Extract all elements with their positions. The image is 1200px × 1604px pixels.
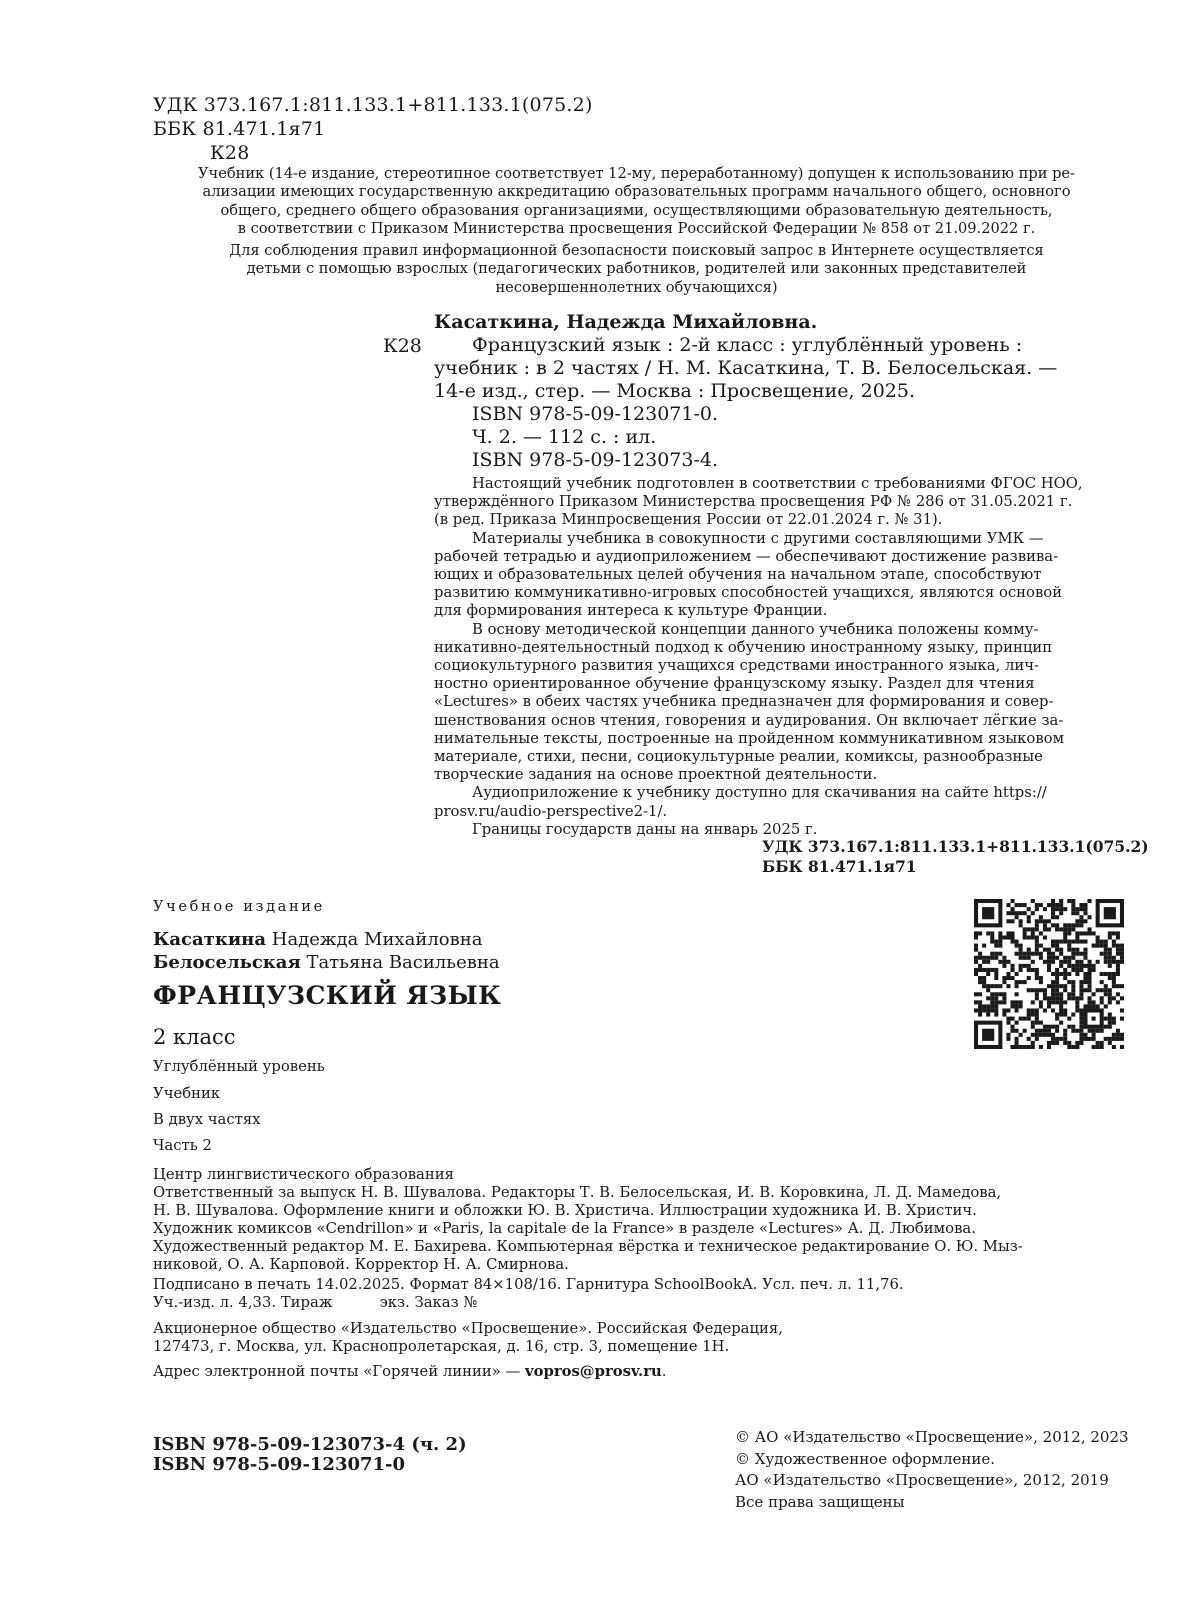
- annotation-line: развитию коммуникативно-игровых способностей учащихся, являются основой: [434, 584, 1063, 602]
- isbn-line: ISBN 978-5-09-123071-0: [153, 1454, 406, 1475]
- notice-line: общего, среднего общего образования организациями, осуществляющими образовательную деятельность,: [220, 201, 1053, 219]
- annotation-line: ющих и образовательных целей обучения на начальном этапе, способствуют: [434, 566, 1042, 584]
- publisher-line: Акционерное общество «Издательство «Просвещение». Российская Федерация,: [153, 1320, 783, 1337]
- credits-line: никовой, О. А. Карповой. Корректор Н. А. Смирнова.: [153, 1256, 569, 1273]
- annotation-line: (в ред. Приказа Минпросвещения России от 22.01.2024 г. № 31).: [434, 511, 943, 529]
- copyright-line: © Художественное оформление.: [735, 1449, 996, 1468]
- author-1-name: Надежда Михайловна: [271, 929, 483, 950]
- publisher-line: 127473, г. Москва, ул. Краснопролетарская, д. 16, стр. 3, помещение 1Н.: [153, 1338, 730, 1355]
- annotation-line: Настоящий учебник подготовлен в соответствии с требованиями ФГОС НОО,: [472, 475, 1083, 492]
- notice-line: детьми с помощью взрослых (педагогических работников, родителей или законных представителей: [246, 260, 1027, 278]
- annotation-line: Материалы учебника в совокупности с другими составляющими УМК —: [472, 529, 1044, 547]
- annotation-line: Границы государств даны на январь 2025 г.: [472, 820, 818, 838]
- book-kind: Учебник: [153, 1085, 221, 1102]
- print-info: [153, 1276, 904, 1312]
- card-udk: УДК 373.167.1:811.133.1+811.133.1(075.2): [762, 837, 1149, 856]
- author-2: [153, 952, 500, 973]
- annotation-line: В основу методической концепции данного учебника положены комму-: [472, 620, 1039, 638]
- credits-line: Ответственный за выпуск Н. В. Шувалова. Редакторы Т. В. Белосельская, И. В. Коровкина, Л. Д. Мамедова,: [153, 1184, 1002, 1201]
- publisher: [153, 1320, 783, 1356]
- annotation-line: никативно-деятельностный подход к обучению иностранному языку, принцип: [434, 638, 1053, 656]
- credits-line: Н. В. Шувалова. Оформление книги и обложки Ю. В. Христича. Иллюстрации художника И. В. Христич.: [153, 1202, 977, 1219]
- card-bbk: ББК 81.471.1я71: [762, 857, 917, 876]
- catalog-line: учебник : в 2 частях / Н. М. Касаткина, Т. В. Белосельская. —: [434, 357, 1058, 379]
- author-2-surname: Белосельская: [153, 952, 301, 973]
- notice-line: несовершеннолетних обучающихся): [495, 278, 778, 296]
- parts-count: В двух частях: [153, 1111, 261, 1128]
- print-line: Подписано в печать 14.02.2025. Формат 84×108/16. Гарнитура SchoolBookA. Усл. печ. л. 11,76.: [153, 1276, 904, 1293]
- credits: [153, 1166, 1023, 1274]
- safety-notice: [153, 242, 1120, 297]
- author-1-surname: Касаткина: [153, 929, 267, 950]
- notice-line: ализации имеющих государственную аккредитацию образовательных программ начального общего, основного: [202, 183, 1071, 201]
- edition-type: Учебное издание: [153, 898, 325, 915]
- isbn-bottom: [153, 1435, 467, 1475]
- catalog-card: [434, 311, 1121, 472]
- credits-line: Центр лингвистического образования: [153, 1166, 454, 1183]
- email-link[interactable]: vopros@prosv.ru: [525, 1363, 662, 1380]
- credits-line: Художник комиксов «Cendrillon» и «Paris, la capitale de la France» в разделе «Lectures» А. Д. Любимова.: [153, 1220, 976, 1237]
- annotation-line: «Lectures» в обеих частях учебника предназначен для формирования и совер-: [434, 693, 1054, 711]
- catalog-line: Французский язык : 2-й класс : углублённый уровень :: [472, 334, 1023, 356]
- annotation-line: социокультурного развития учащихся средствами иностранного языка, лич-: [434, 657, 1040, 675]
- part-number: Часть 2: [153, 1137, 212, 1154]
- author-sign: К28: [210, 142, 250, 164]
- catalog-line: 14-е изд., стер. — Москва : Просвещение, 2025.: [434, 380, 916, 402]
- annotation: [434, 475, 1121, 839]
- annotation-line: творческие задания на основе проектной деятельности.: [434, 766, 878, 784]
- copyright-line: АО «Издательство «Просвещение», 2012, 2019: [735, 1471, 1109, 1489]
- level: Углублённый уровень: [153, 1058, 325, 1075]
- copyright-line: Все права защищены: [735, 1492, 905, 1511]
- bbk-code: ББК 81.471.1я71: [153, 118, 326, 140]
- notice-line: в соответствии с Приказом Министерства просвещения Российской Федерации № 858 от 21.09.2022 г.: [237, 220, 1036, 238]
- annotation-line: нимательные тексты, построенные на пройденном коммуникативном языковом: [434, 729, 1065, 747]
- catalog-heading: Касаткина, Надежда Михайловна.: [434, 311, 818, 333]
- annotation-line: шенствования основ чтения, говорения и аудирования. Он включает лёгкие за-: [434, 711, 1064, 729]
- copyright: [735, 1427, 1129, 1513]
- annotation-line: для формирования интереса к культуре Франции.: [434, 602, 828, 620]
- annotation-line: prosv.ru/audio-perspective2-1/.: [434, 802, 668, 820]
- book-title: ФРАНЦУЗСКИЙ ЯЗЫК: [153, 981, 502, 1010]
- catalog-isbn: ISBN 978-5-09-123073-4.: [472, 449, 719, 471]
- approval-notice: [153, 165, 1120, 239]
- qr-code-icon: [974, 899, 1124, 1049]
- credits-line: Художественный редактор М. Е. Бахирева. Компьютерная вёрстка и техническое редактирование О. Ю. Мыз-: [153, 1238, 1023, 1255]
- annotation-line: рабочей тетрадью и аудиоприложением — обеспечивают достижение развива-: [434, 547, 1059, 565]
- notice-line: Учебник (14-е издание, стереотипное соответствует 12-му, переработанному) допущен к использованию при ре-: [198, 165, 1075, 182]
- udk-code: УДК 373.167.1:811.133.1+811.133.1(075.2): [153, 94, 593, 116]
- annotation-line: утверждённого Приказом Министерства просвещения РФ № 286 от 31.05.2021 г.: [434, 493, 1073, 511]
- copyright-line: © АО «Издательство «Просвещение», 2012, 2023: [735, 1428, 1129, 1446]
- annotation-line: ностно ориентированное обучение французскому языку. Раздел для чтения: [434, 675, 1035, 693]
- author-2-name: Татьяна Васильевна: [306, 952, 500, 973]
- hotline-email: [153, 1363, 666, 1381]
- catalog-sign: К28: [383, 335, 422, 357]
- grade: 2 класс: [153, 1025, 236, 1049]
- catalog-isbn: Ч. 2. — 112 с. : ил.: [472, 426, 657, 448]
- author-1: [153, 929, 482, 950]
- catalog-isbn: ISBN 978-5-09-123071-0.: [472, 403, 719, 425]
- annotation-line: материале, стихи, песни, социокультурные реалии, комиксы, разнообразные: [434, 748, 1043, 766]
- email-end: .: [661, 1363, 667, 1380]
- print-line: Уч.-изд. л. 4,33. Тираж экз. Заказ №: [153, 1294, 478, 1311]
- notice-line: Для соблюдения правил информационной безопасности поисковый запрос в Интернете осуществляется: [229, 242, 1044, 259]
- annotation-line: Аудиоприложение к учебнику доступно для скачивания на сайте https://: [472, 784, 1047, 802]
- email-label: Адрес электронной почты «Горячей линии» —: [153, 1363, 525, 1380]
- isbn-line: ISBN 978-5-09-123073-4 (ч. 2): [153, 1434, 467, 1455]
